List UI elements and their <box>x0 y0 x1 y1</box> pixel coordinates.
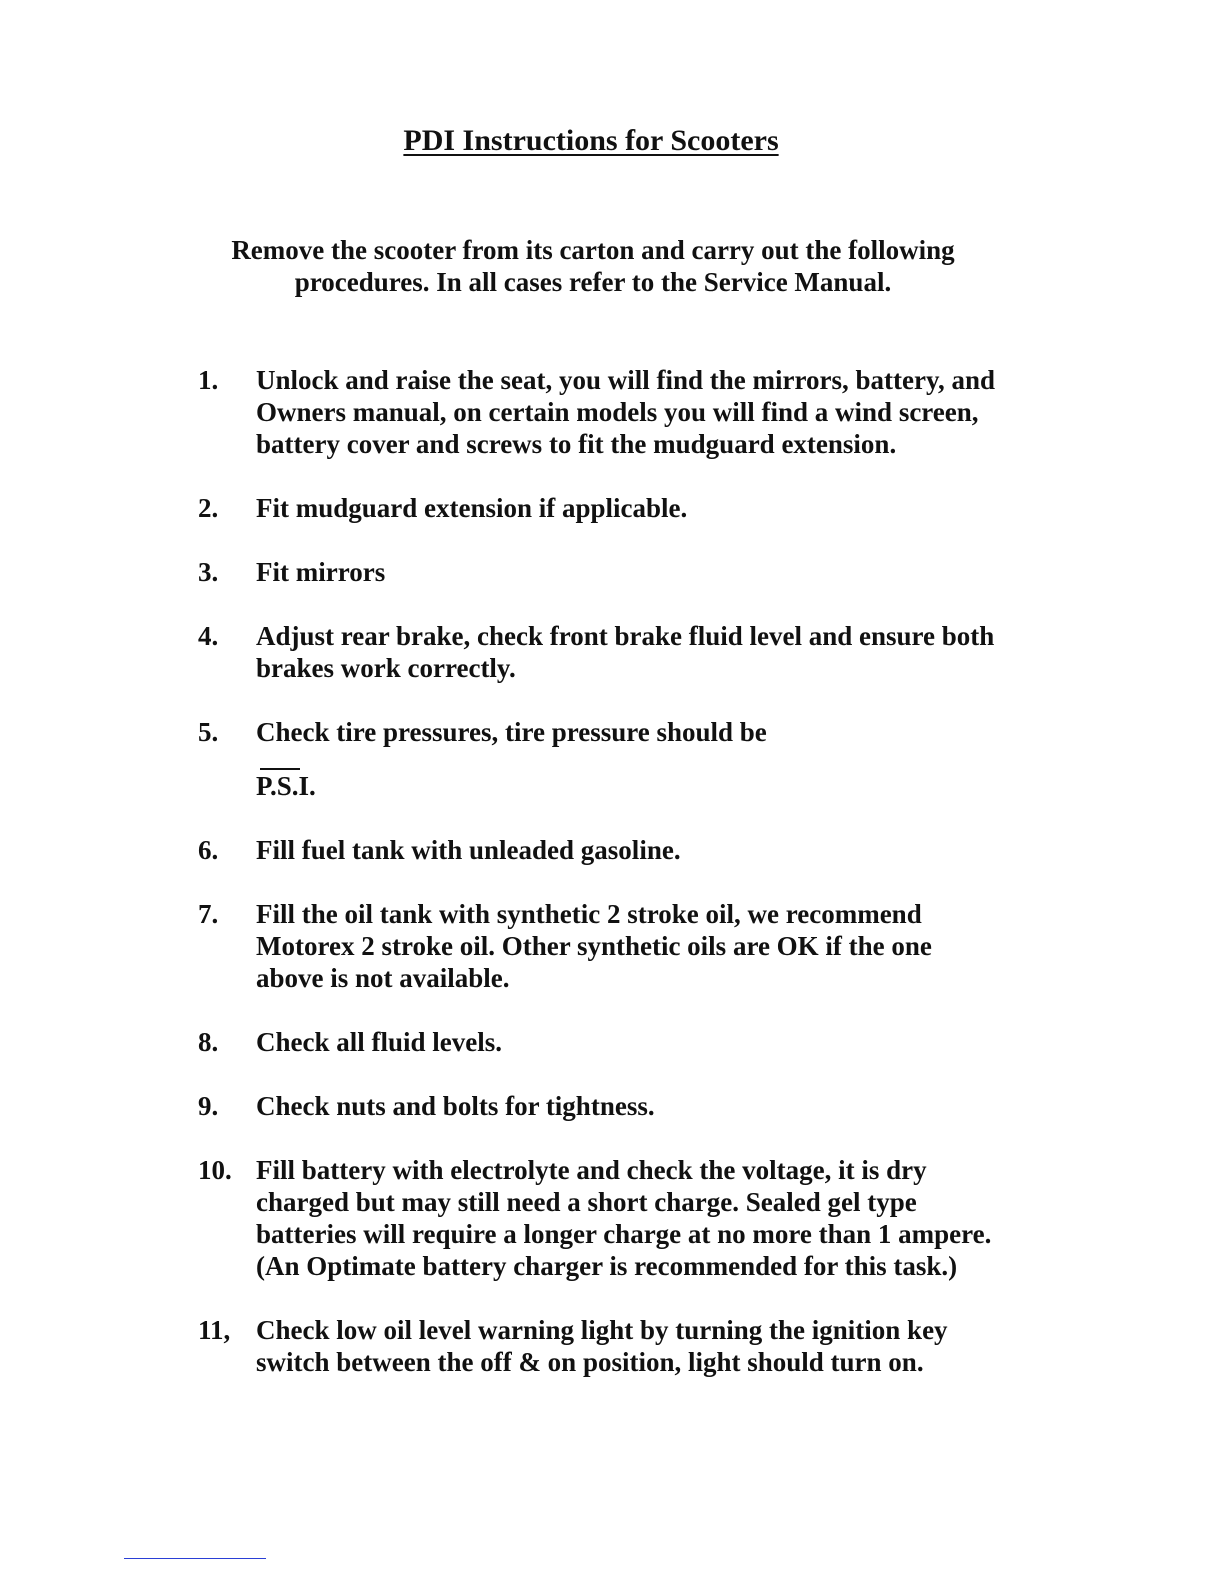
step-line <box>256 716 1058 802</box>
instruction-item <box>198 492 1058 524</box>
step-line: battery cover and screws to fit the mudguard extension. <box>256 429 897 459</box>
step-line: Unlock and raise the seat, you will find the mirrors, battery, and <box>256 365 996 395</box>
step-number: 6. <box>198 835 219 865</box>
instruction-item <box>198 364 1058 460</box>
step-text <box>256 898 1058 994</box>
instruction-item <box>198 834 1058 866</box>
instruction-list <box>198 364 1058 1410</box>
step-text <box>256 1154 1058 1282</box>
step-text <box>256 620 1058 684</box>
step-number: 7. <box>198 899 219 929</box>
step-text <box>256 1314 1058 1378</box>
step-number: 5. <box>198 717 219 747</box>
instruction-item <box>198 556 1058 588</box>
step-line: Check all fluid levels. <box>256 1027 503 1057</box>
step-number: 1. <box>198 365 219 395</box>
intro-line: procedures. In all cases refer to the Service Manual. <box>294 267 892 297</box>
psi-unit: P.S.I. <box>256 771 316 801</box>
step-line: Fit mudguard extension if applicable. <box>256 493 688 523</box>
instruction-item <box>198 1314 1058 1378</box>
step-line: Fill fuel tank with unleaded gasoline. <box>256 835 681 865</box>
step-text <box>256 364 1058 460</box>
step-line: Owners manual, on certain models you will find a wind screen, <box>256 397 979 427</box>
step-line: above is not available. <box>256 963 510 993</box>
step-number: 9. <box>198 1091 219 1121</box>
step-line: Fit mirrors <box>256 557 386 587</box>
step-line: Check low oil level warning light by turning the ignition key <box>256 1315 948 1345</box>
step-text <box>256 556 1058 588</box>
step-number: 3. <box>198 557 219 587</box>
step-line: switch between the off & on position, light should turn on. <box>256 1347 924 1377</box>
step-line: charged but may still need a short charge. Sealed gel type <box>256 1187 917 1217</box>
step-number: 11, <box>198 1315 231 1345</box>
step-text <box>256 834 1058 866</box>
step-number: 4. <box>198 621 219 651</box>
intro-line: Remove the scooter from its carton and carry out the following <box>231 235 955 265</box>
step-line: (An Optimate battery charger is recommended for this task.) <box>256 1251 958 1281</box>
intro-paragraph <box>180 234 1006 298</box>
step-text <box>256 1026 1058 1058</box>
step-text <box>256 1090 1058 1122</box>
step-line: Check nuts and bolts for tightness. <box>256 1091 655 1121</box>
step-number: 8. <box>198 1027 219 1057</box>
step-number: 2. <box>198 493 219 523</box>
instruction-item <box>198 620 1058 684</box>
step-line: batteries will require a longer charge at no more than 1 ampere. <box>256 1219 992 1249</box>
step-text <box>256 716 1058 802</box>
step-line: Motorex 2 stroke oil. Other synthetic oils are OK if the one <box>256 931 932 961</box>
step-line: Adjust rear brake, check front brake fluid level and ensure both <box>256 621 995 651</box>
step-line-start: Check tire pressures, tire pressure should be <box>256 717 767 747</box>
instruction-item <box>198 898 1058 994</box>
page-title: PDI Instructions for Scooters <box>403 124 779 157</box>
instruction-item <box>198 1090 1058 1122</box>
step-line: Fill battery with electrolyte and check the voltage, it is dry <box>256 1155 927 1185</box>
step-line: Fill the oil tank with synthetic 2 stroke oil, we recommend <box>256 899 922 929</box>
step-text <box>256 492 1058 524</box>
psi-blank-line <box>260 748 300 770</box>
step-line: brakes work correctly. <box>256 653 516 683</box>
instruction-item <box>198 716 1058 802</box>
step-number: 10. <box>198 1155 232 1185</box>
instruction-item <box>198 1026 1058 1058</box>
instruction-item <box>198 1154 1058 1282</box>
footer-divider <box>124 1558 266 1559</box>
